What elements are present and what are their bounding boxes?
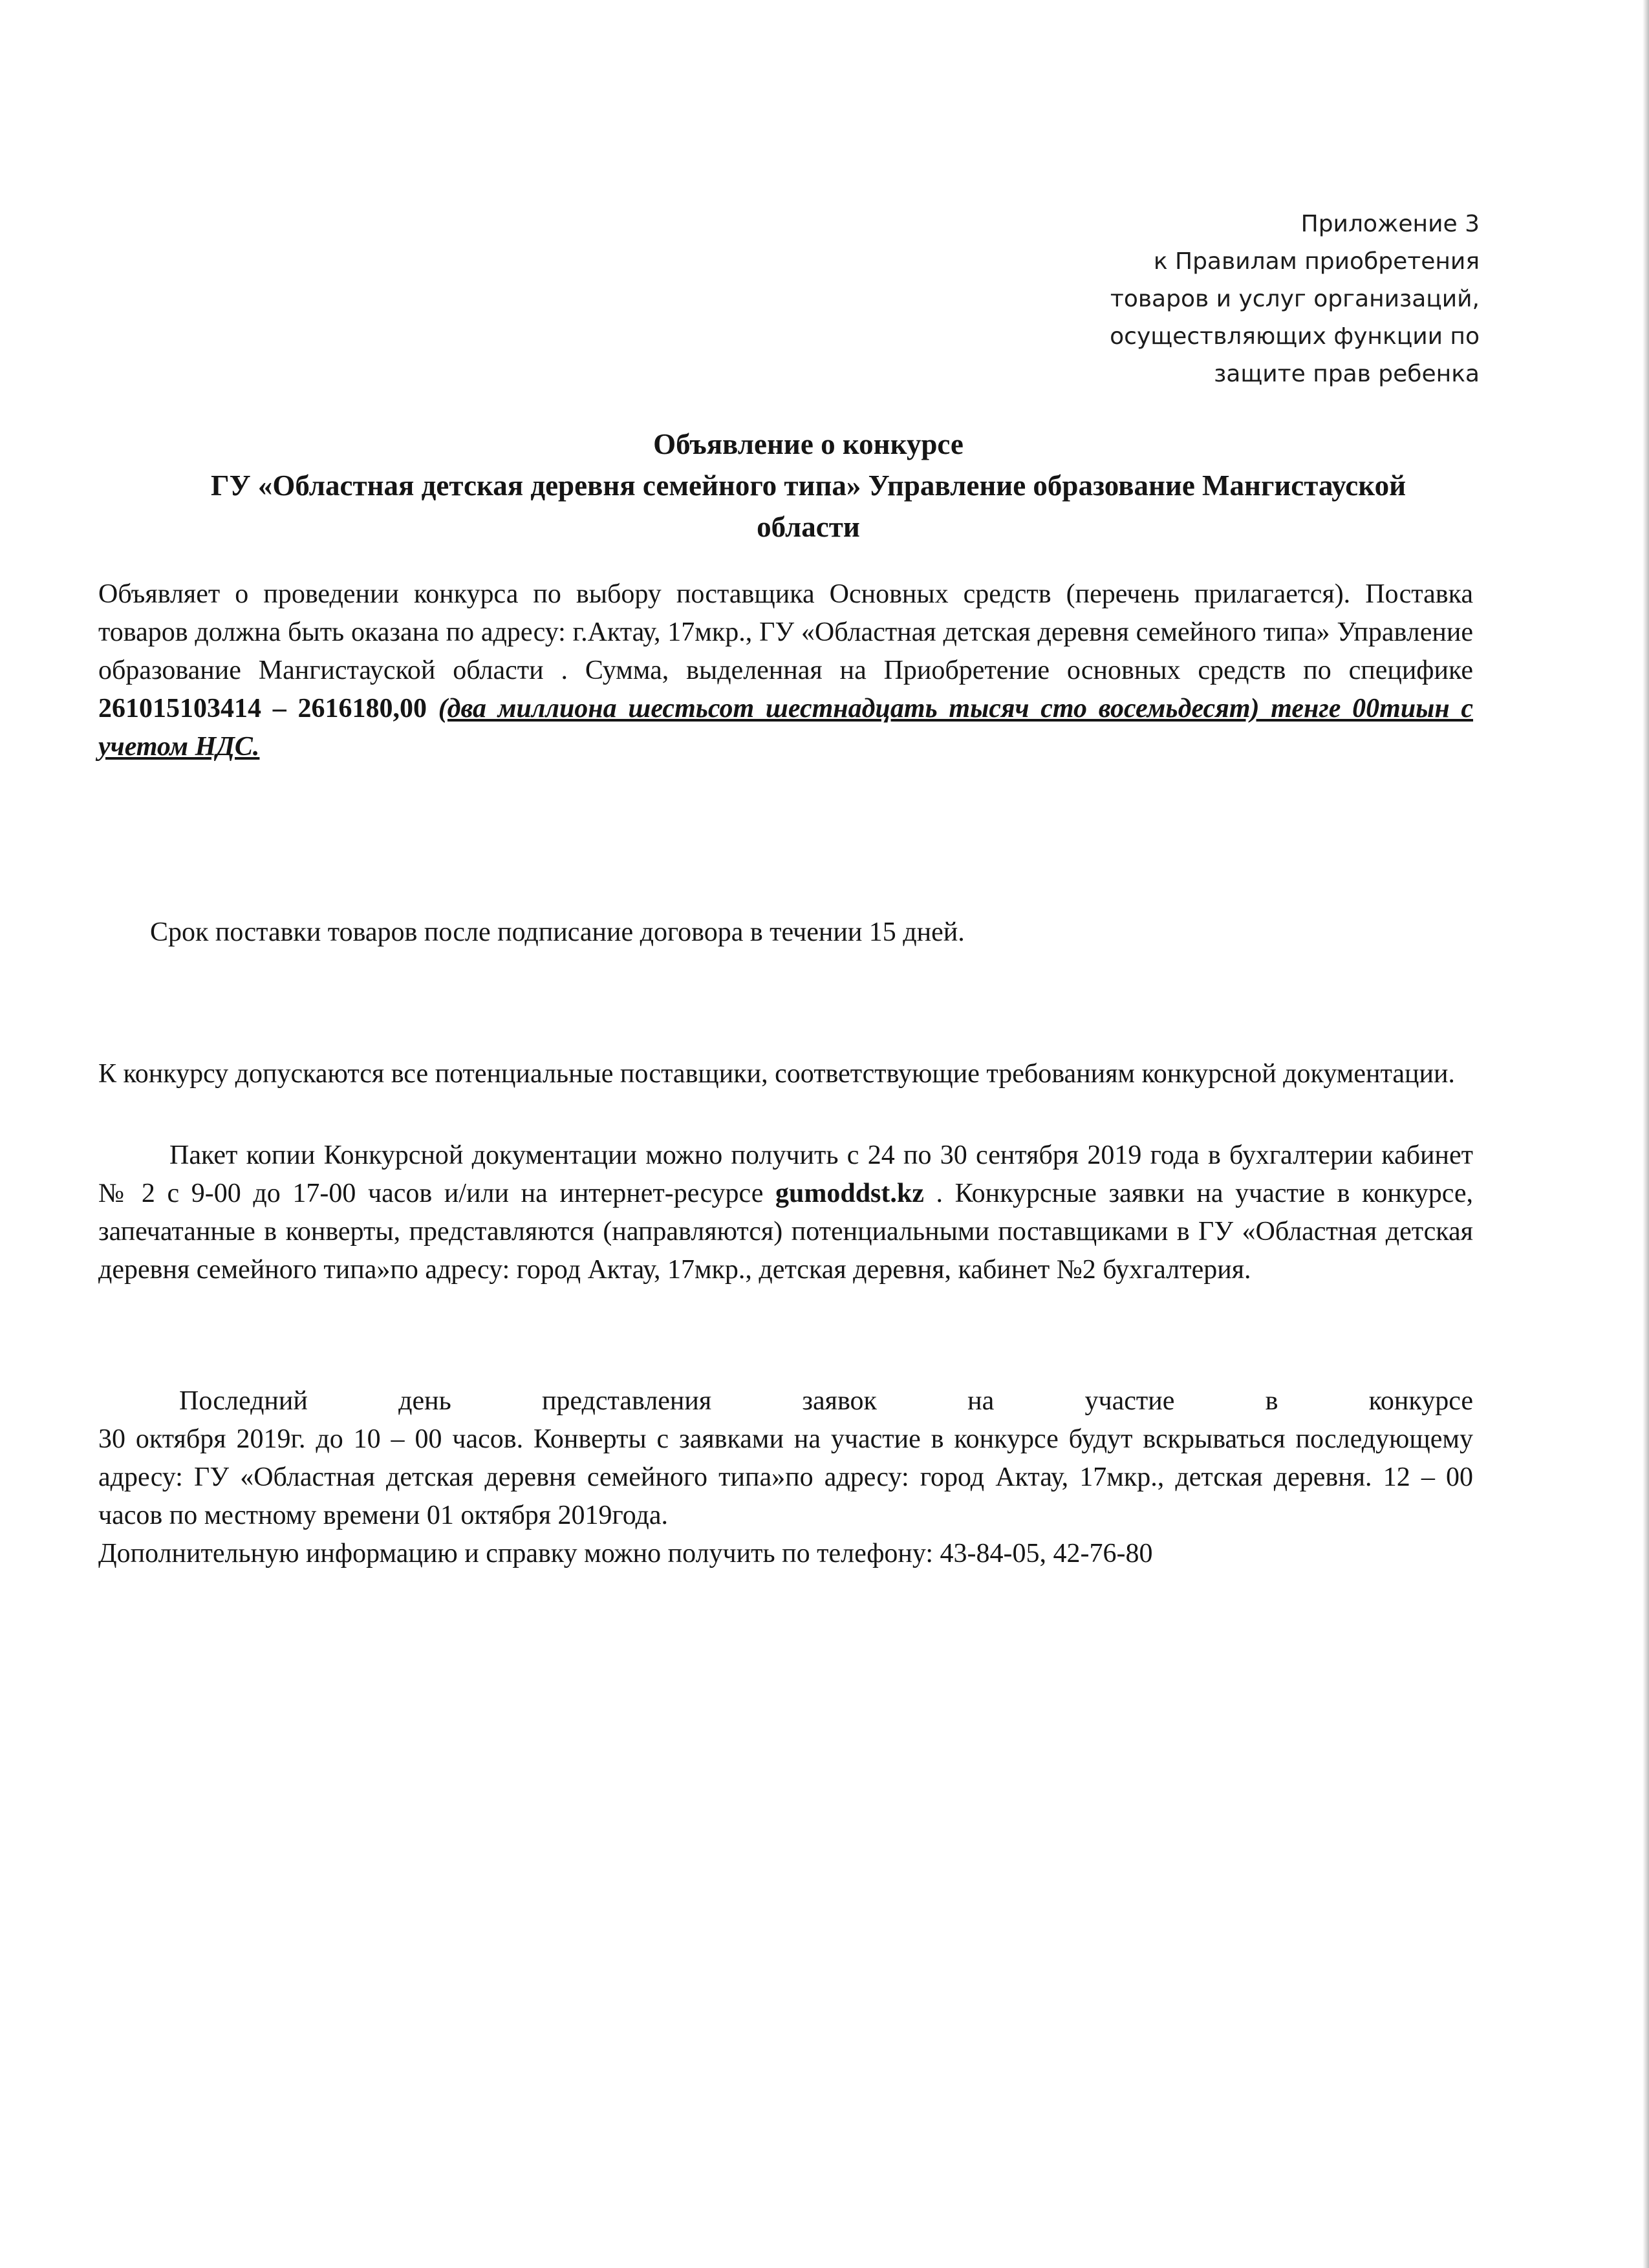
announcement-paragraph (98, 575, 1473, 766)
title-line: Объявление о конкурсе (653, 428, 964, 460)
appendix-line: осуществляющих функции по (1110, 323, 1480, 350)
deadline-details: 30 октября 2019г. до 10 – 00 часов. Конверты с заявками на участие в конкурсе будут вскрываться последующему адресу: ГУ «Областная детская деревня семейного типа»по адресу: город Актау, 17мкр., детская деревня. 12 – 00 часов по местному времени 01 октября 2019года. (98, 1424, 1473, 1530)
admission-paragraph: К конкурсу допускаются все потенциальные поставщики, соответствующие требованиям конкурсной документации. (98, 1059, 1455, 1089)
appendix-line: товаров и услуг организаций, (1110, 286, 1480, 312)
documentation-text: Пакет копии Конкурсной документации можно получить с 24 по 30 сентября 2019 года в бухгалтерии кабинет № 2 с 9-00 до 17-00 часов и/или на интернет-ресурсе (98, 1140, 1473, 1208)
title-line: ГУ «Областная детская деревня семейного типа» Управление образование Мангистауской (210, 469, 1406, 502)
delivery-term: Срок поставки товаров после подписание договора в течении 15 дней. (150, 917, 965, 947)
title-line: области (757, 511, 860, 543)
sum-in-words: (два миллиона шестьсот шестнадцать тысяч сто восемьдесят) тенге 00тиын с учетом НДС. (98, 694, 1474, 762)
contact-info: Дополнительную информацию и справку можно получить по телефону: 43-84-05, 42-76-80 (98, 1539, 1153, 1568)
deadline-paragraph (98, 1382, 1473, 1573)
deadline-first-line: Последний день представления заявок на участие в конкурсе (179, 1386, 1473, 1416)
sum-prefix: Сумма, выделенная на Приобретение основных средств по специфике (585, 656, 1473, 685)
documentation-text-2: . Конкурсные заявки на участие в конкурсе, запечатанные в конверты, представляются (направляются) потенциальными поставщиками в ГУ «Областная детская деревня семейного типа»по адресу: город Актау, 17мкр., детская деревня, кабинет №2 бухгалтерия. (98, 1179, 1473, 1285)
appendix-line: к Правилам приобретения (1153, 248, 1480, 275)
appendix-note (1110, 206, 1480, 393)
announcement-intro: Объявляет о проведении конкурса по выбору поставщика Основных средств (перечень прилагается). Поставка товаров должна быть оказана по адресу: г.Актау, 17мкр., ГУ «Областная детская деревня семейного типа» Управление образование Мангистауской области . (98, 579, 1473, 685)
website-link: gumoddst.kz (775, 1179, 924, 1208)
scan-edge (1643, 0, 1649, 2268)
document-title (97, 423, 1520, 548)
appendix-line: защите прав ребенка (1214, 361, 1480, 387)
spec-code: 261015103414 – 2616180,00 (98, 694, 427, 723)
documentation-paragraph (98, 1137, 1473, 1289)
appendix-line: Приложение 3 (1300, 211, 1480, 237)
